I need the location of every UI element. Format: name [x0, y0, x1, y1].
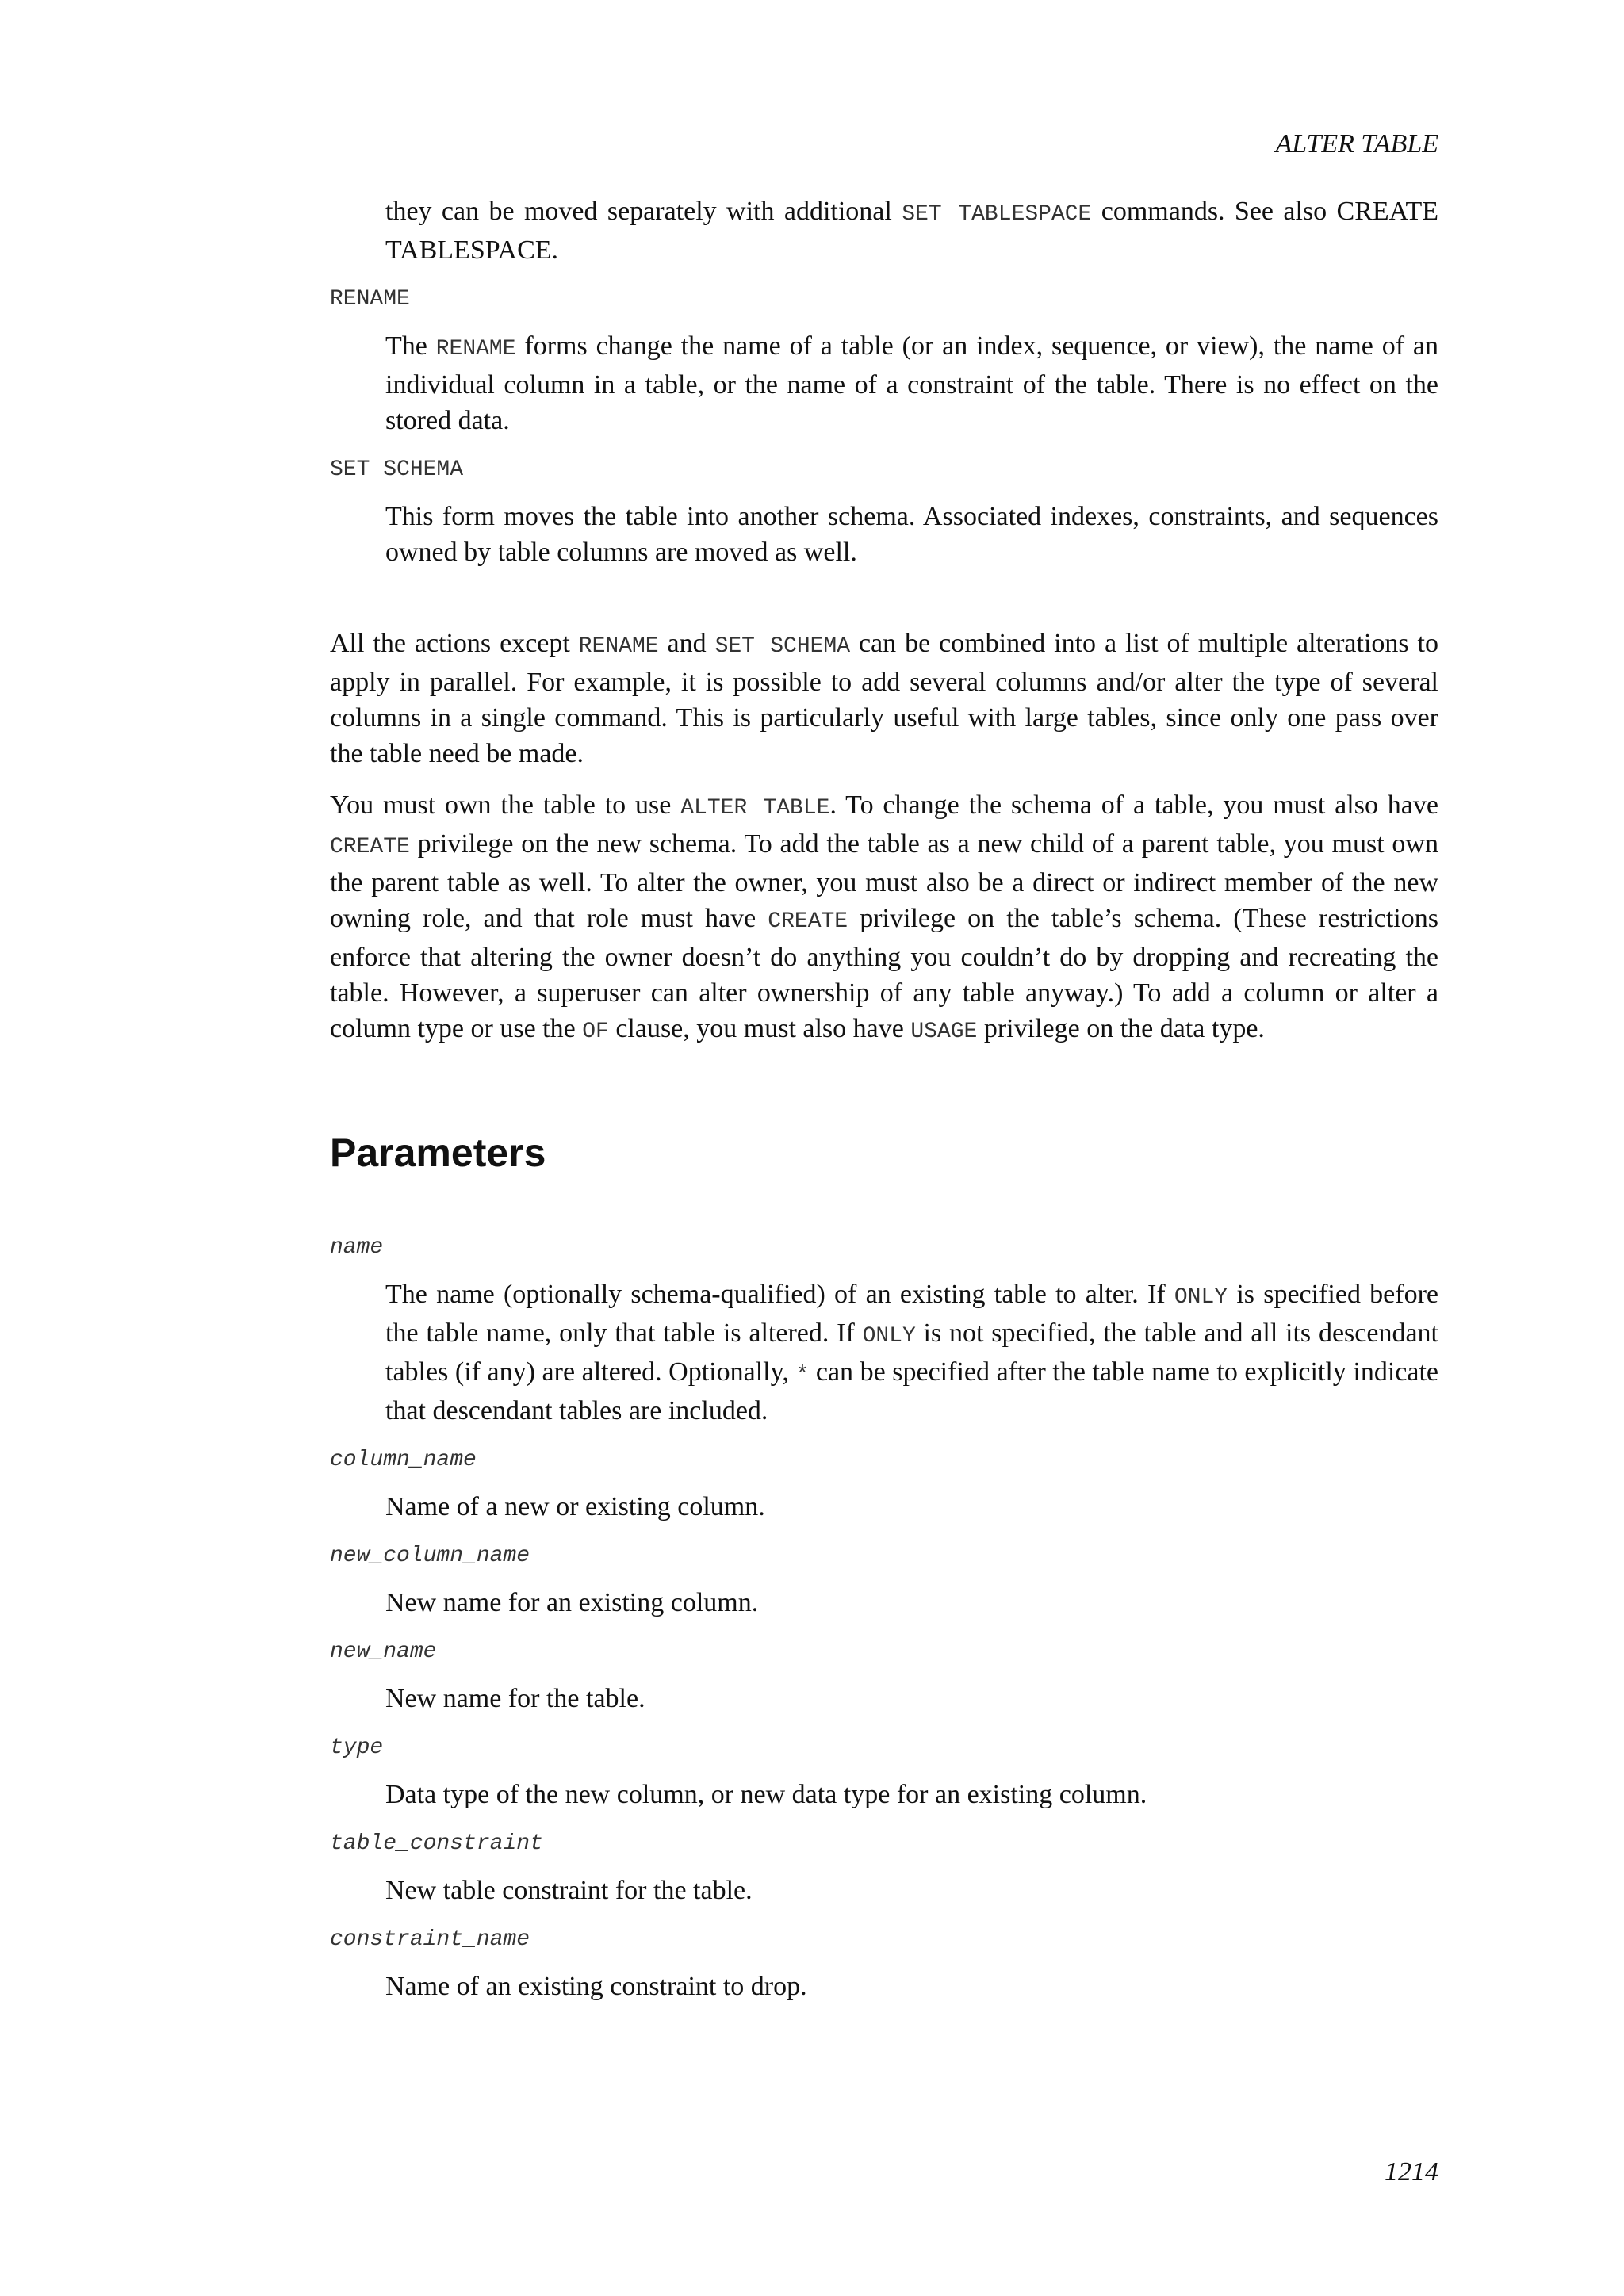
running-header: ALTER TABLE	[1275, 129, 1438, 159]
set-schema-description: This form moves the table into another schema. Associated indexes, constraints, and sequences owned by table columns are moved as well.	[385, 502, 1438, 567]
inline-code: CREATE	[330, 835, 410, 859]
inline-code: ONLY	[862, 1324, 916, 1349]
section-heading-parameters: Parameters	[330, 1131, 546, 1175]
inline-code: OF	[582, 1020, 609, 1044]
inline-code: *	[795, 1363, 810, 1387]
param-term-constraint-name: constraint_name	[330, 1927, 530, 1952]
page-body	[330, 193, 1438, 2004]
document-page	[330, 0, 1438, 2296]
param-term-name: name	[330, 1235, 384, 1260]
rename-description: The RENAME forms change the name of a table (or an index, sequence, or view), the name of an individual column in a table, or the name of a constraint of the table. There is no effect on the stored data.	[385, 331, 1438, 435]
actions-paragraph: All the actions except RENAME and SET SCHEMA can be combined into a list of multiple alterations to apply in parallel. For example, it is possible to add several columns and/or alter the type of several columns in a single command. This is particularly useful with large tables, since only one pass over the table need be made.	[330, 629, 1438, 768]
param-term-type: type	[330, 1735, 384, 1760]
param-description-constraint-name: Name of an existing constraint to drop.	[385, 1972, 807, 2001]
inline-code: SET TABLESPACE	[902, 202, 1092, 227]
param-term-table-constraint: table_constraint	[330, 1831, 543, 1856]
page-number: 1214	[1385, 2157, 1438, 2187]
param-term-new-name: new_name	[330, 1640, 437, 1664]
param-description-column-name: Name of a new or existing column.	[385, 1492, 765, 1521]
inline-code: RENAME	[435, 337, 516, 362]
inline-code: CREATE	[768, 909, 848, 934]
inline-code: SET SCHEMA	[714, 634, 851, 659]
inline-code: RENAME	[578, 634, 659, 659]
ownership-paragraph: You must own the table to use ALTER TABLE. To change the schema of a table, you must also have CREATE privilege on the new schema. To add the table as a new child of a parent table, you must own the parent table as well. To alter the owner, you must also be a direct or indirect member of the new owning role, and that role must have CREATE privilege on the table’s schema. (These restrictions enforce that altering the owner doesn’t do anything you couldn’t do by dropping and recreating the table. However, a superuser can alter ownership of any table anyway.) To add a column or alter a column type or use the OF clause, you must also have USAGE privilege on the data type.	[330, 790, 1438, 1044]
param-description-name: The name (optionally schema-qualified) of an existing table to alter. If ONLY is specified before the table name, only that table is altered. If ONLY is not specified, the table and all its descendant tables (if any) are altered. Optionally, * can be specified after the table name to explicitly indicate that descendant tables are included.	[385, 1280, 1438, 1425]
param-description-table-constraint: New table constraint for the table.	[385, 1876, 753, 1905]
param-description-new-name: New name for the table.	[385, 1684, 645, 1713]
inline-code: USAGE	[910, 1020, 978, 1044]
param-term-new-column-name: new_column_name	[330, 1544, 530, 1568]
param-description-type: Data type of the new column, or new data type for an existing column.	[385, 1780, 1147, 1809]
term-set-schema: SET SCHEMA	[330, 457, 464, 482]
param-description-new-column-name: New name for an existing column.	[385, 1588, 759, 1617]
term-rename: RENAME	[330, 287, 410, 312]
param-term-column-name: column_name	[330, 1448, 477, 1472]
continuation-paragraph: they can be moved separately with additional SET TABLESPACE commands. See also CREATE TABLESPACE.	[385, 197, 1438, 265]
inline-code: ALTER TABLE	[680, 796, 830, 821]
inline-code: ONLY	[1174, 1285, 1228, 1310]
